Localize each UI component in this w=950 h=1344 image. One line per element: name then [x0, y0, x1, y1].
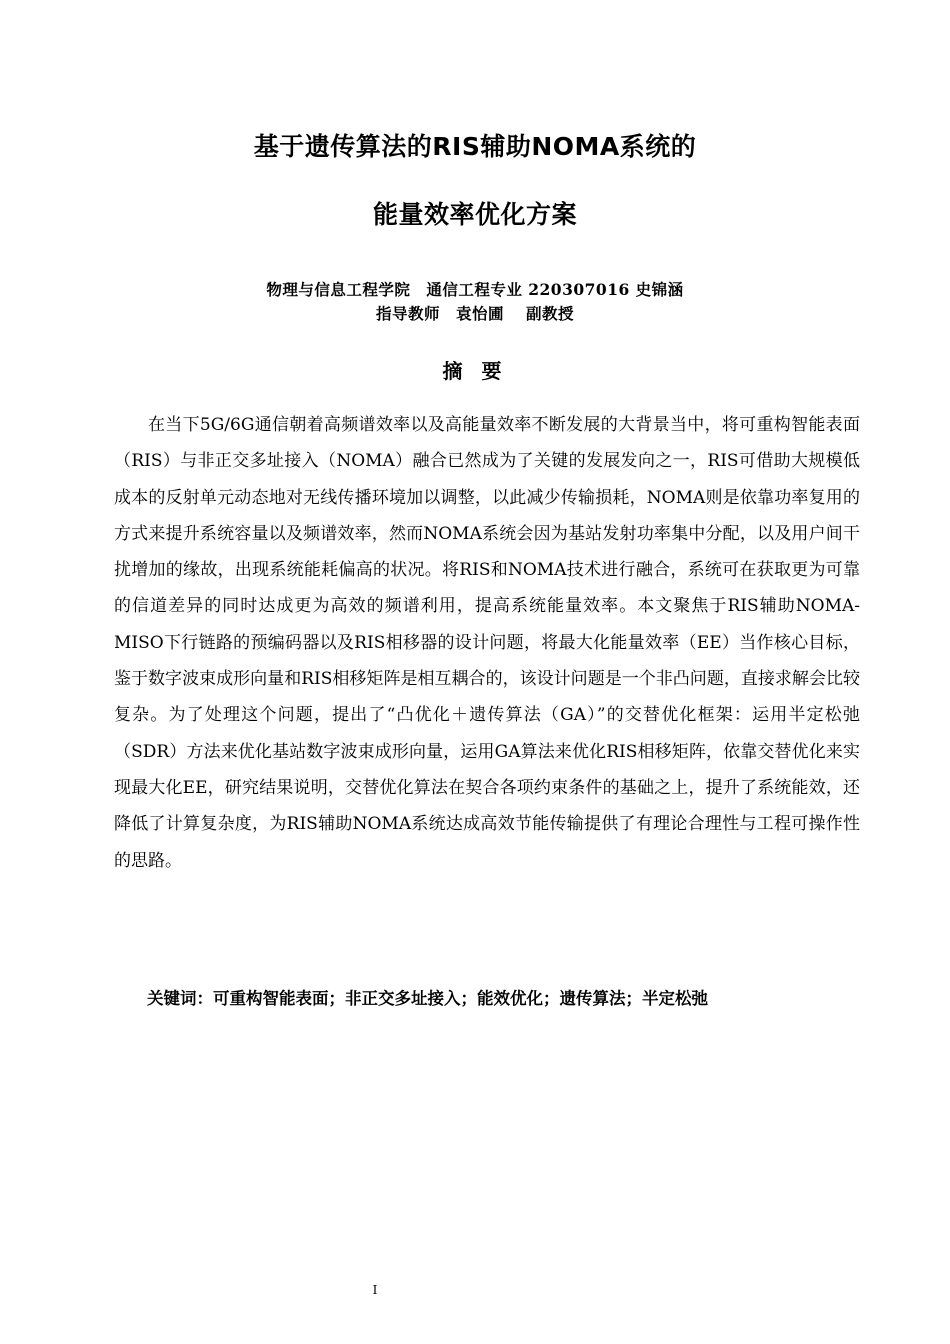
page-number: I	[372, 1283, 378, 1297]
title-line-1: 基于遗传算法的RIS辅助NOMA系统的	[253, 132, 697, 161]
author-line: 物理与信息工程学院 通信工程专业 220307016 史锦涵	[266, 280, 684, 299]
advisor-line: 指导教师 袁怡圃 副教授	[376, 304, 574, 323]
abstract-body: 在当下5G/6G通信朝着高频谱效率以及高能量效率不断发展的大背景当中，将可重构智能表面（RIS）与非正交多址接入（NOMA）融合已然成为了关键的发展发向之一，RIS可借助大规模低成本的反射单元动态地对无线传播环境加以调整，以此减少传输损耗，NOMA则是依靠功率复用的方式来提升系统容量以及频谱效率，然而NOMA系统会因为基站发射功率集中分配，以及用户间干扰增加的缘故，出现系统能耗偏高的状况。将RIS和NOMA技术进行融合，系统可在获取更为可靠的信道差异的同时达成更为高效的频谱利用，提高系统能量效率。本文聚焦于RIS辅助NOMA-MISO下行链路的预编码器以及RIS相移器的设计问题，将最大化能量效率（EE）当作核心目标，鉴于数字波束成形向量和RIS相移矩阵是相互耦合的，该设计问题是一个非凸问题，直接求解会比较复杂。为了处理这个问题，提出了“凸优化＋遗传算法（GA）”的交替优化框架：运用半定松弛（SDR）方法来优化基站数字波束成形向量，运用GA算法来优化RIS相移矩阵，依靠交替优化来实现最大化EE，研究结果说明，交替优化算法在契合各项约束条件的基础之上，提升了系统能效，还降低了计算复杂度，为RIS辅助NOMA系统达成高效节能传输提供了有理论合理性与工程可操作性的思路。	[114, 415, 860, 871]
abstract-heading: 摘 要	[442, 359, 508, 383]
title-line-2: 能量效率优化方案	[372, 200, 577, 229]
keywords: 关键词：可重构智能表面；非正交多址接入；能效优化；遗传算法；半定松弛	[147, 989, 708, 1008]
